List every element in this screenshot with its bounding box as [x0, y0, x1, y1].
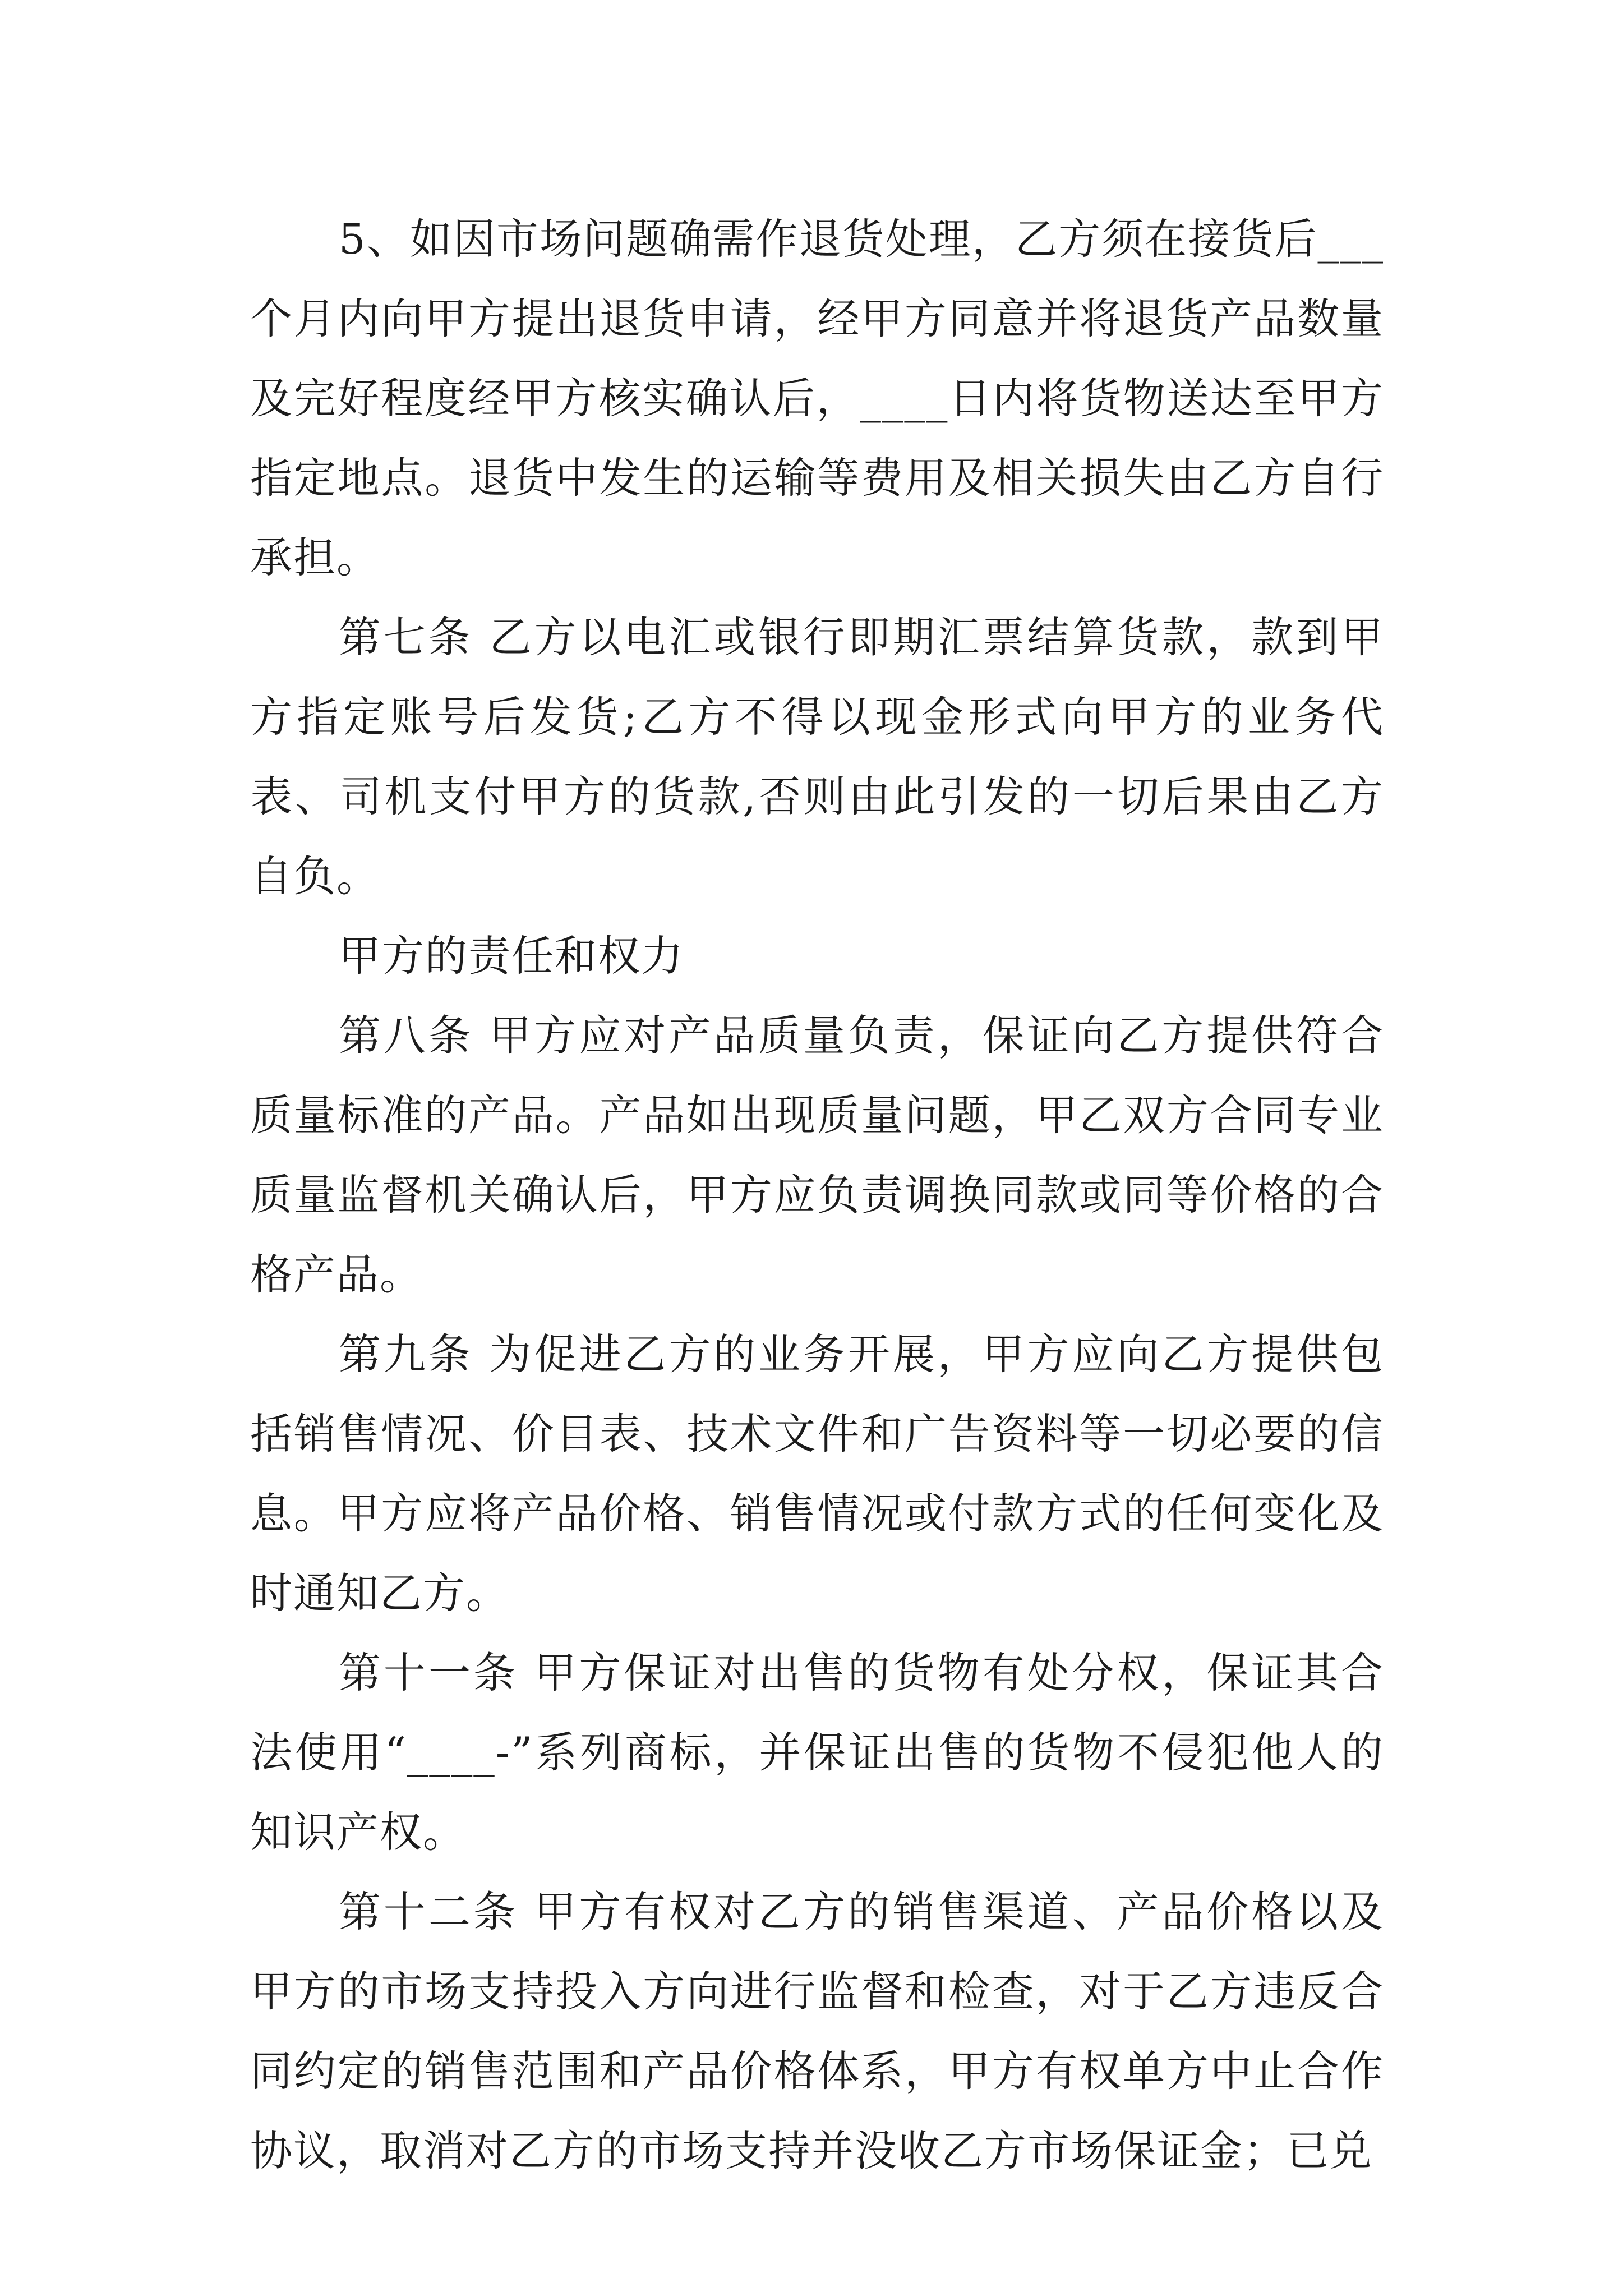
- paragraph-return-policy: 5、如因市场问题确需作退货处理，乙方须在接货后___个月内向甲方提出退货申请，经甲方同意并将退货产品数量及完好程度经甲方核实确认后，____日内将货物送达至甲方指定地点。退货中发生的运输等费用及相关损失由乙方自行承担。: [250, 214, 1384, 582]
- paragraph-article-12: 第十二条 甲方有权对乙方的销售渠道、产品价格以及甲方的市场支持投入方向进行监督和检查，对于乙方违反合同约定的销售范围和产品价格体系，甲方有权单方中止合作协议，取消对乙方的市场支持并没收乙方市场保证金；已兑: [250, 1887, 1384, 2175]
- section-heading-party-a-duties: 甲方的责任和权力: [339, 931, 685, 981]
- paragraph-article-7: 第七条 乙方以电汇或银行即期汇票结算货款，款到甲方指定账号后发货;乙方不得以现金形式向甲方的业务代表、司机支付甲方的货款,否则由此引发的一切后果由乙方自负。: [250, 613, 1384, 901]
- paragraph-article-8: 第八条 甲方应对产品质量负责，保证向乙方提供符合质量标准的产品。产品如出现质量问题，甲乙双方合同专业质量监督机关确认后，甲方应负责调换同款或同等价格的合格产品。: [250, 1011, 1384, 1299]
- paragraph-article-9: 第九条 为促进乙方的业务开展，甲方应向乙方提供包括销售情况、价目表、技术文件和广告资料等一切必要的信息。甲方应将产品价格、销售情况或付款方式的任何变化及时通知乙方。: [250, 1329, 1384, 1618]
- paragraph-article-11: 第十一条 甲方保证对出售的货物有处分权，保证其合法使用“____-”系列商标，并保证出售的货物不侵犯他人的知识产权。: [250, 1648, 1384, 1857]
- document-page: [250, 199, 1384, 2191]
